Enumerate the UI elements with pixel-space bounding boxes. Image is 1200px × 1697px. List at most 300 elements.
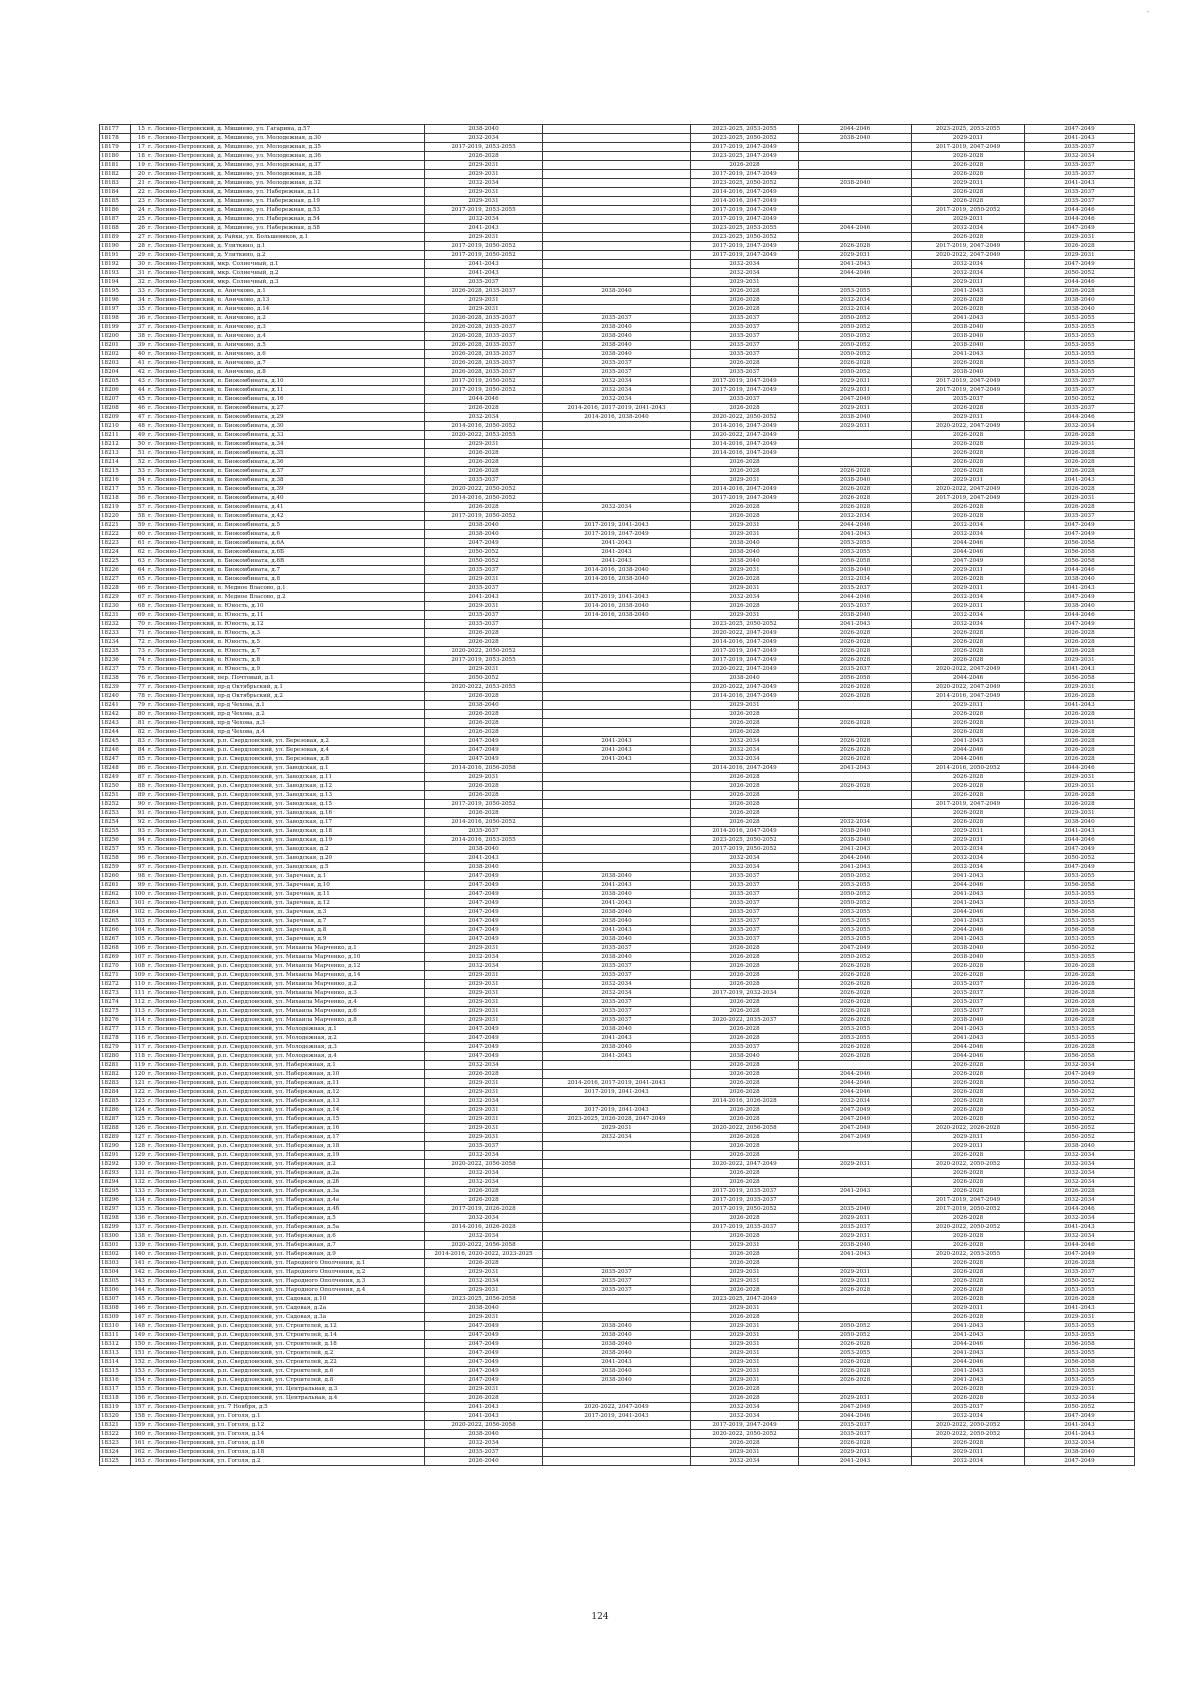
row-id-cell: 18266 (100, 926, 131, 935)
row-id-cell: 18261 (100, 881, 131, 890)
address-cell (131, 944, 425, 953)
period-cell: 2056-2058 (799, 557, 912, 566)
item-number: 79 (137, 702, 145, 708)
period-cell (799, 206, 912, 215)
address-cell (131, 638, 425, 647)
row-id-cell: 18287 (100, 1115, 131, 1124)
table-row (100, 692, 1135, 701)
address-text: г. Лосино-Петровский, р.п. Свердловский, ул. Строителей, д.8 (148, 1377, 334, 1383)
address-text: г. Лосино-Петровский, п. Аничково, д.4 (148, 333, 266, 339)
address-text: г. Лосино-Петровский, р.п. Свердловский, ул. Михаила Марченко, д.12 (148, 963, 361, 969)
period-cell: 2026-2028 (912, 1214, 1025, 1223)
period-cell: 2038-2040 (1025, 305, 1135, 314)
address-text: г. Лосино-Петровский, р.п. Свердловский, ул. Набережная, д.5 (148, 1215, 336, 1221)
period-cell: 2017-2019, 2047-2049 (912, 143, 1025, 152)
item-number: 81 (137, 720, 145, 726)
period-cell: 2026-2028 (912, 818, 1025, 827)
item-number: 145 (134, 1296, 145, 1302)
item-number: 114 (134, 1017, 145, 1023)
period-cell: 2035-2037 (1025, 188, 1135, 197)
period-cell: 2038-2040 (543, 1025, 691, 1034)
row-id-cell: 18314 (100, 1358, 131, 1367)
period-cell: 2035-2037 (912, 989, 1025, 998)
period-cell: 2044-2046 (1025, 836, 1135, 845)
item-number: 48 (137, 423, 145, 429)
period-cell: 2026-2028 (912, 971, 1025, 980)
period-cell: 2029-2031 (1025, 494, 1135, 503)
period-cell: 2026-2028 (425, 1394, 543, 1403)
period-cell: 2029-2031 (799, 1277, 912, 1286)
period-cell: 2038-2040 (543, 917, 691, 926)
period-cell: 2017-2019, 2047-2049 (691, 170, 799, 179)
period-cell: 2038-2040 (1025, 575, 1135, 584)
period-cell (543, 134, 691, 143)
item-number: 92 (137, 819, 145, 825)
period-cell: 2050-2052 (1025, 1277, 1135, 1286)
row-id-cell: 18302 (100, 1250, 131, 1259)
table-row (100, 1205, 1135, 1214)
address-cell (131, 863, 425, 872)
period-cell: 2044-2046 (912, 1358, 1025, 1367)
period-cell: 2023-2025, 2050-2052 (691, 134, 799, 143)
period-cell: 2035-2037 (543, 998, 691, 1007)
period-cell (543, 431, 691, 440)
address-text: г. Лосино-Петровский, ул. Гоголя, д.12 (148, 1422, 265, 1428)
period-cell: 2032-2034 (691, 755, 799, 764)
address-cell (131, 395, 425, 404)
item-number: 117 (134, 1044, 145, 1050)
address-cell (131, 1295, 425, 1304)
period-cell: 2050-2052 (799, 899, 912, 908)
table-row (100, 1430, 1135, 1439)
address-text: г. Лосино-Петровский, п. Юность, д.11 (148, 612, 264, 618)
address-cell (131, 1079, 425, 1088)
period-cell: 2032-2034 (912, 611, 1025, 620)
item-number: 130 (134, 1161, 145, 1167)
item-number: 46 (137, 405, 145, 411)
row-id-cell: 18315 (100, 1367, 131, 1376)
table-row (100, 1421, 1135, 1430)
period-cell: 2029-2031 (425, 1124, 543, 1133)
period-cell: 2041-2043 (912, 1367, 1025, 1376)
period-cell: 2038-2040 (1025, 1142, 1135, 1151)
address-cell (131, 719, 425, 728)
period-cell: 2026-2028 (799, 1367, 912, 1376)
period-cell: 2017-2019, 2035-2037 (691, 1223, 799, 1232)
table-row (100, 737, 1135, 746)
period-cell: 2035-2037 (1025, 143, 1135, 152)
period-cell: 2035-2037 (425, 620, 543, 629)
address-cell (131, 548, 425, 557)
period-cell (543, 764, 691, 773)
address-cell (131, 854, 425, 863)
table-row (100, 962, 1135, 971)
period-cell: 2029-2031 (425, 233, 543, 242)
address-cell (131, 1457, 425, 1466)
address-cell (131, 710, 425, 719)
period-cell: 2026-2028 (691, 296, 799, 305)
period-cell: 2041-2043 (799, 863, 912, 872)
table-row (100, 710, 1135, 719)
period-cell: 2032-2034 (425, 1277, 543, 1286)
item-number: 154 (134, 1377, 145, 1383)
period-cell: 2032-2034 (691, 863, 799, 872)
address-cell (131, 737, 425, 746)
period-cell: 2050-2052 (425, 674, 543, 683)
period-cell (543, 1394, 691, 1403)
period-cell: 2026-2028 (912, 188, 1025, 197)
row-id-cell: 18276 (100, 1016, 131, 1025)
row-id-cell: 18320 (100, 1412, 131, 1421)
period-cell: 2026-2028 (912, 161, 1025, 170)
period-cell: 2017-2019, 2047-2049 (691, 377, 799, 386)
row-id-cell: 18317 (100, 1385, 131, 1394)
period-cell (543, 1295, 691, 1304)
period-cell: 2026-2028 (1025, 638, 1135, 647)
period-cell: 2014-2016, 2047-2049 (691, 638, 799, 647)
period-cell: 2020-2022, 2050-2052 (691, 413, 799, 422)
table-row (100, 1151, 1135, 1160)
period-cell: 2038-2040 (799, 179, 912, 188)
item-number: 133 (134, 1188, 145, 1194)
address-text: г. Лосино-Петровский, п. Биокомбината, д.6Б (148, 549, 285, 555)
table-row (100, 566, 1135, 575)
period-cell: 2032-2034 (912, 620, 1025, 629)
period-cell: 2035-2037 (425, 476, 543, 485)
table-row (100, 179, 1135, 188)
table-row (100, 1259, 1135, 1268)
item-number: 95 (137, 846, 145, 852)
period-cell: 2026-2028 (691, 998, 799, 1007)
row-id-cell: 18262 (100, 890, 131, 899)
period-cell: 2029-2031 (425, 773, 543, 782)
row-id-cell: 18227 (100, 575, 131, 584)
period-cell: 2026-2028 (691, 503, 799, 512)
period-cell: 2053-2055 (1025, 341, 1135, 350)
period-cell (543, 1169, 691, 1178)
period-cell: 2032-2034 (912, 593, 1025, 602)
period-cell: 2038-2040 (691, 557, 799, 566)
period-cell: 2038-2040 (543, 341, 691, 350)
address-cell (131, 656, 425, 665)
period-cell: 2029-2031 (425, 980, 543, 989)
period-cell: 2020-2022, 2056-2058 (425, 1421, 543, 1430)
period-cell: 2023-2025, 2047-2049 (691, 1295, 799, 1304)
period-cell: 2026-2028 (1025, 800, 1135, 809)
address-cell (131, 1322, 425, 1331)
period-cell (543, 719, 691, 728)
period-cell: 2041-2043 (912, 917, 1025, 926)
period-cell: 2017-2019, 2050-2052 (425, 800, 543, 809)
period-cell: 2026-2028 (691, 1133, 799, 1142)
address-text: г. Лосино-Петровский, р.п. Свердловский, ул. Молодежная, д.1 (148, 1026, 337, 1032)
item-number: 57 (137, 504, 145, 510)
address-text: г. Лосино-Петровский, ул. Гоголя, д.14 (148, 1431, 265, 1437)
period-cell: 2026-2028 (799, 503, 912, 512)
period-cell: 2017-2019, 2047-2049 (691, 386, 799, 395)
address-text: г. Лосино-Петровский, п. Аничково, д.2 (148, 315, 266, 321)
row-id-cell: 18226 (100, 566, 131, 575)
period-cell: 2035-2037 (1025, 512, 1135, 521)
period-cell: 2026-2028 (912, 1070, 1025, 1079)
table-row (100, 593, 1135, 602)
address-cell (131, 674, 425, 683)
period-cell: 2026-2028 (1025, 485, 1135, 494)
period-cell: 2038-2040 (799, 827, 912, 836)
period-cell: 2029-2031 (691, 701, 799, 710)
period-cell: 2020-2022, 2047-2049 (691, 665, 799, 674)
address-text: г. Лосино-Петровский, д. Мишнево, ул. Набережная, д.58 (148, 225, 320, 231)
period-cell: 2044-2046 (799, 593, 912, 602)
address-cell (131, 278, 425, 287)
period-cell: 2014-2016, 2047-2049 (912, 692, 1025, 701)
period-cell (799, 773, 912, 782)
period-cell: 2044-2046 (799, 1088, 912, 1097)
period-cell: 2038-2040 (912, 332, 1025, 341)
period-cell: 2038-2040 (912, 953, 1025, 962)
table-row (100, 908, 1135, 917)
period-cell: 2014-2016, 2053-2055 (425, 836, 543, 845)
period-cell: 2047-2049 (425, 935, 543, 944)
row-id-cell: 18308 (100, 1304, 131, 1313)
table-row (100, 971, 1135, 980)
item-number: 86 (137, 765, 145, 771)
period-cell (543, 665, 691, 674)
table-row (100, 395, 1135, 404)
table-row (100, 647, 1135, 656)
period-cell: 2044-2046 (799, 125, 912, 134)
address-cell (131, 593, 425, 602)
table-row (100, 800, 1135, 809)
address-text: г. Лосино-Петровский, д. Мишнево, ул. Молодежная, д.37 (148, 162, 321, 168)
address-text: г. Лосино-Петровский, п. Юность, д.3 (148, 630, 261, 636)
period-cell: 2032-2034 (691, 1412, 799, 1421)
item-number: 116 (134, 1035, 145, 1041)
address-text: г. Лосино-Петровский, п. Юность, д.12 (148, 621, 264, 627)
table-row (100, 134, 1135, 143)
period-cell (543, 1097, 691, 1106)
address-text: г. Лосино-Петровский, р.п. Свердловский, ул. Строителей, д.14 (148, 1332, 337, 1338)
overhaul-schedule-sheet (99, 124, 1109, 1466)
period-cell: 2029-2031 (912, 566, 1025, 575)
period-cell: 2032-2034 (912, 1412, 1025, 1421)
period-cell (543, 791, 691, 800)
address-text: г. Лосино-Петровский, д. Мишнево, ул. Набережная, д.54 (148, 216, 320, 222)
table-row (100, 1448, 1135, 1457)
table-row (100, 845, 1135, 854)
period-cell (799, 233, 912, 242)
period-cell: 2041-2043 (425, 260, 543, 269)
period-cell: 2053-2055 (799, 1025, 912, 1034)
period-cell: 2029-2031 (912, 278, 1025, 287)
period-cell: 2038-2040 (425, 521, 543, 530)
period-cell: 2020-2022, 2047-2049 (691, 629, 799, 638)
item-number: 77 (137, 684, 145, 690)
address-text: г. Лосино-Петровский, п. Биокомбината, д.29 (148, 414, 284, 420)
period-cell: 2029-2031 (799, 404, 912, 413)
address-cell (131, 1169, 425, 1178)
table-row (100, 314, 1135, 323)
period-cell (799, 449, 912, 458)
period-cell: 2020-2022, 2026-2028 (912, 1124, 1025, 1133)
period-cell: 2017-2019, 2035-2037 (691, 1196, 799, 1205)
address-text: г. Лосино-Петровский, р.п. Свердловский, ул. Заводская, д.13 (148, 792, 333, 798)
period-cell: 2032-2034 (799, 305, 912, 314)
period-cell: 2026-2028 (425, 1259, 543, 1268)
address-text: г. Лосино-Петровский, р.п. Свердловский, ул. Строителей, д.22 (148, 1359, 337, 1365)
period-cell: 2044-2046 (1025, 1241, 1135, 1250)
row-id-cell: 18205 (100, 377, 131, 386)
period-cell: 2026-2028 (912, 1313, 1025, 1322)
address-cell (131, 1412, 425, 1421)
period-cell: 2029-2031 (799, 1214, 912, 1223)
period-cell: 2029-2031 (425, 161, 543, 170)
period-cell: 2041-2043 (1025, 1430, 1135, 1439)
item-number: 50 (137, 441, 145, 447)
period-cell: 2047-2049 (1025, 1070, 1135, 1079)
period-cell: 2020-2022, 2053-2055 (912, 1250, 1025, 1259)
period-cell: 2020-2022, 2047-2049 (543, 1403, 691, 1412)
period-cell: 2017-2019, 2041-2043 (543, 521, 691, 530)
row-id-cell: 18228 (100, 584, 131, 593)
period-cell: 2044-2046 (1025, 566, 1135, 575)
address-text: г. Лосино-Петровский, ул. Гоголя, д.16 (148, 1440, 265, 1446)
table-row (100, 251, 1135, 260)
period-cell: 2017-2019, 2050-2052 (425, 386, 543, 395)
row-id-cell: 18217 (100, 485, 131, 494)
period-cell: 2020-2022, 2035-2037 (691, 1016, 799, 1025)
period-cell: 2026-2028 (425, 449, 543, 458)
item-number: 125 (134, 1116, 145, 1122)
period-cell (543, 710, 691, 719)
period-cell: 2026-2028, 2035-2037 (425, 314, 543, 323)
period-cell: 2032-2034 (799, 1097, 912, 1106)
address-cell (131, 251, 425, 260)
period-cell (799, 1295, 912, 1304)
period-cell: 2026-2028 (912, 233, 1025, 242)
address-cell (131, 1097, 425, 1106)
period-cell: 2020-2022, 2047-2049 (691, 1160, 799, 1169)
period-cell (543, 296, 691, 305)
period-cell: 2029-2031 (912, 584, 1025, 593)
table-row (100, 1124, 1135, 1133)
period-cell: 2038-2040 (799, 476, 912, 485)
item-number: 88 (137, 783, 145, 789)
address-text: г. Лосино-Петровский, р.п. Свердловский, ул. Молодежная, д.2 (148, 1035, 337, 1041)
period-cell: 2014-2016, 2020-2022, 2023-2025 (425, 1250, 543, 1259)
period-cell: 2044-2046 (1025, 413, 1135, 422)
row-id-cell: 18307 (100, 1295, 131, 1304)
period-cell: 2026-2028 (912, 170, 1025, 179)
period-cell: 2032-2034 (543, 377, 691, 386)
period-cell: 2029-2031 (799, 1268, 912, 1277)
period-cell: 2026-2028 (691, 944, 799, 953)
period-cell: 2029-2031 (912, 1304, 1025, 1313)
row-id-cell: 18291 (100, 1151, 131, 1160)
period-cell: 2014-2016, 2038-2040 (543, 575, 691, 584)
period-cell: 2017-2019, 2047-2049 (691, 143, 799, 152)
item-number: 56 (137, 495, 145, 501)
period-cell: 2032-2034 (1025, 1394, 1135, 1403)
address-cell (131, 701, 425, 710)
row-id-cell: 18325 (100, 1457, 131, 1466)
row-id-cell: 18310 (100, 1322, 131, 1331)
period-cell: 2032-2034 (691, 269, 799, 278)
period-cell: 2032-2034 (543, 1133, 691, 1142)
table-row (100, 359, 1135, 368)
period-cell: 2026-2028 (691, 1025, 799, 1034)
table-row (100, 1088, 1135, 1097)
period-cell: 2047-2049 (799, 944, 912, 953)
period-cell: 2023-2025, 2047-2049 (691, 152, 799, 161)
period-cell: 2014-2016, 2038-2040 (543, 566, 691, 575)
item-number: 123 (134, 1098, 145, 1104)
row-id-cell: 18296 (100, 1196, 131, 1205)
period-cell: 2035-2037 (543, 314, 691, 323)
row-id-cell: 18263 (100, 899, 131, 908)
row-id-cell: 18248 (100, 764, 131, 773)
address-text: г. Лосино-Петровский, р.п. Свердловский, ул. Набережная, д.7 (148, 1242, 336, 1248)
period-cell: 2026-2028 (1025, 1295, 1135, 1304)
period-cell: 2026-2028 (799, 692, 912, 701)
period-cell: 2029-2031 (1025, 251, 1135, 260)
period-cell: 2041-2043 (543, 926, 691, 935)
period-cell: 2056-2058 (1025, 674, 1135, 683)
address-cell (131, 458, 425, 467)
period-cell: 2017-2019, 2050-2052 (691, 1205, 799, 1214)
address-text: г. Лосино-Петровский, п. Биокомбината, д.41 (148, 504, 284, 510)
period-cell: 2053-2055 (1025, 1349, 1135, 1358)
period-cell: 2041-2043 (912, 872, 1025, 881)
period-cell: 2020-2022, 2047-2049 (912, 251, 1025, 260)
period-cell: 2026-2028 (912, 1061, 1025, 1070)
address-cell (131, 917, 425, 926)
period-cell: 2041-2043 (425, 269, 543, 278)
address-text: г. Лосино-Петровский, пер. Почтовый, д.1 (148, 675, 274, 681)
period-cell (543, 485, 691, 494)
table-row (100, 386, 1135, 395)
period-cell: 2026-2028 (1025, 1259, 1135, 1268)
row-id-cell: 18194 (100, 278, 131, 287)
row-id-cell: 18289 (100, 1133, 131, 1142)
period-cell: 2014-2016, 2047-2049 (691, 197, 799, 206)
period-cell: 2035-2037 (799, 1421, 912, 1430)
table-row (100, 197, 1135, 206)
period-cell: 2053-2055 (1025, 314, 1135, 323)
item-number: 55 (137, 486, 145, 492)
period-cell: 2026-2028 (691, 800, 799, 809)
period-cell: 2026-2028 (912, 791, 1025, 800)
period-cell: 2044-2046 (799, 1079, 912, 1088)
period-cell: 2026-2028 (1025, 980, 1135, 989)
address-text: г. Лосино-Петровский, р.п. Свердловский, ул. Набережная, д.4а (148, 1197, 340, 1203)
period-cell: 2026-2028 (912, 404, 1025, 413)
table-row (100, 674, 1135, 683)
address-text: г. Лосино-Петровский, р.п. Свердловский, ул. Михаила Марченко, д.10 (148, 954, 361, 960)
period-cell: 2041-2043 (543, 1034, 691, 1043)
period-cell: 2014-2016, 2050-2052 (425, 818, 543, 827)
address-text: г. Лосино-Петровский, р.п. Свердловский, ул. Заводская, д.12 (148, 783, 333, 789)
period-cell: 2032-2034 (425, 1439, 543, 1448)
address-text: г. Лосино-Петровский, д. Мишнево, ул. Молодежная, д.30 (148, 135, 321, 141)
item-number: 58 (137, 513, 145, 519)
period-cell (799, 701, 912, 710)
period-cell: 2026-2028 (912, 197, 1025, 206)
period-cell (543, 701, 691, 710)
row-id-cell: 18207 (100, 395, 131, 404)
period-cell: 2026-2028 (799, 1052, 912, 1061)
period-cell: 2029-2031 (1025, 719, 1135, 728)
